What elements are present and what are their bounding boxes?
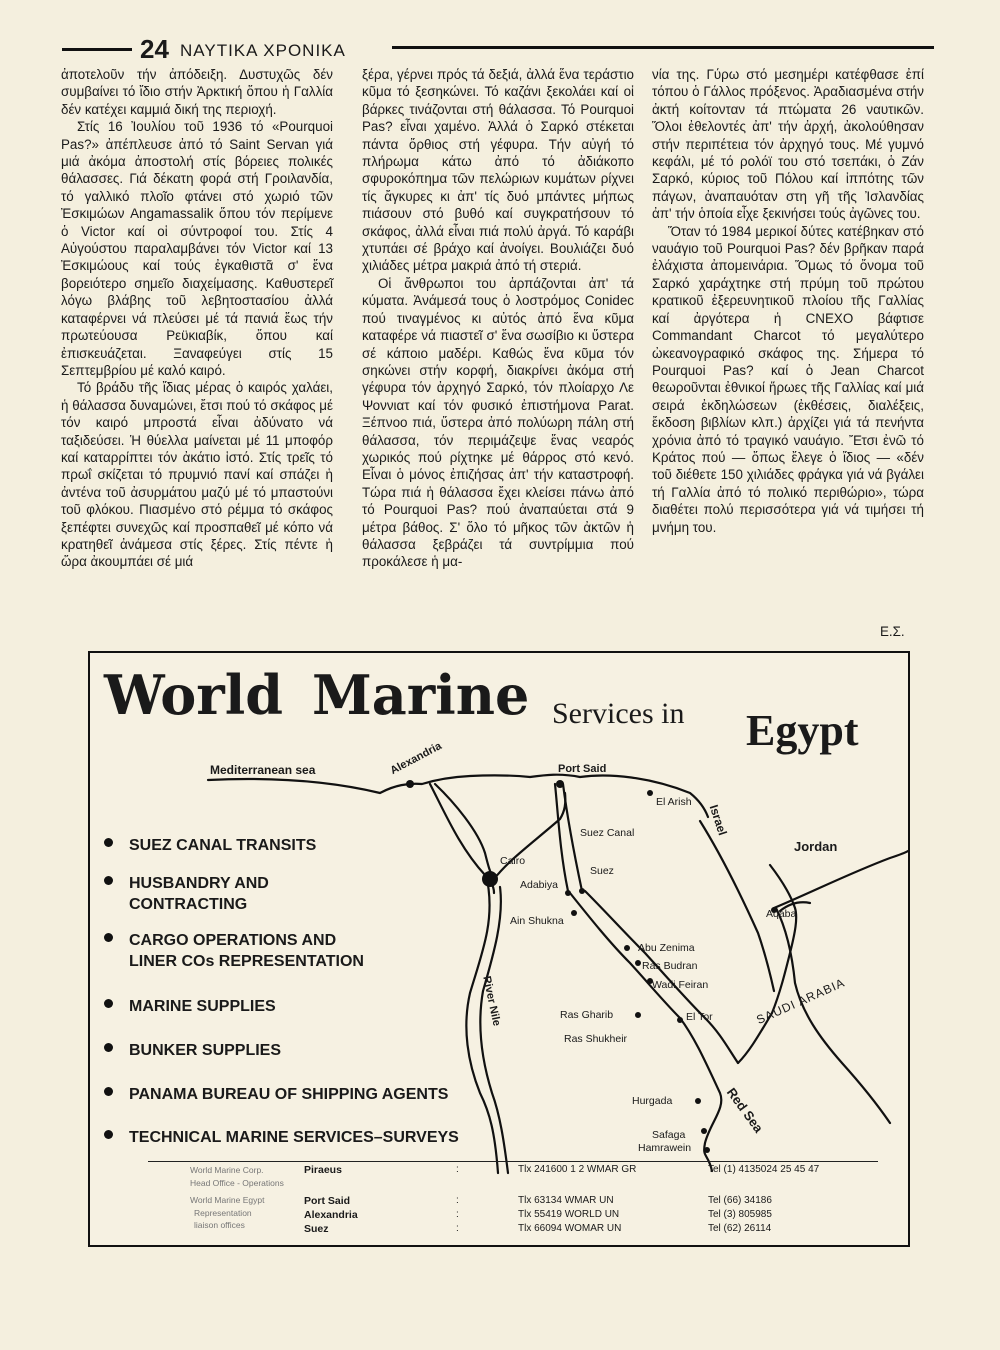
map-label-jordan: Jordan <box>794 839 838 854</box>
paragraph: Τό βράδυ τῆς ἴδιας μέρας ὁ καιρός χαλάει, ἡ θάλασσα δυναμώνει, ἔτσι πού τό σκάφος μέ τόν καιρό μπροστά εἶναι ἀδύνατο νά ταξιδεύσει. Ἡ θύελλα μαίνεται μέ 11 μποφόρ καί καταρρίπτει τόν ἀκάτιο ἱστό. Στίς τρεῖς τό πρωΐ σκίζεται τό πρυμνιό πανί καί σπάζει ἡ ἀντένα τοῦ ἀσυρμάτου μαζύ μέ τό μπαστούνι τοῦ φλόκου. Πιασμένο στό ρέμμα τό σκάφος ξεπέφτει συνεχῶς καί προσπαθεῖ μέ κόπο νά κρατηθεῖ ἀνάμεσα στίς ξέρες. Στίς πέντε ἡ ὥρα ἀκουμπάει σέ μιά <box>61 380 333 570</box>
river-nile-west <box>466 885 498 1173</box>
suez-marker <box>579 888 585 894</box>
bullet-icon <box>104 838 113 847</box>
page-number: 24 <box>140 34 169 64</box>
service-item: CARGO OPERATIONS AND LINER COs REPRESENTATION <box>104 930 384 972</box>
abu-zenima-marker <box>624 945 630 951</box>
safaga-marker <box>701 1128 707 1134</box>
bullet-icon <box>104 1087 113 1096</box>
map-label-safaga: Safaga <box>652 1129 686 1141</box>
magazine-title: ΝΑΥΤΙΚΑ ΧΡΟΝΙΚΑ <box>180 41 346 60</box>
office-tel: Tel (66) 34186 <box>708 1195 772 1206</box>
map-label-hurgada: Hurgada <box>632 1095 673 1107</box>
port-said-marker <box>556 780 564 788</box>
header-rule-right <box>392 46 934 49</box>
hamrawein-marker <box>704 1147 710 1153</box>
paragraph: ξέρα, γέρνει πρός τά δεξιά, ἀλλά ἕνα τεράστιο κῦμα τό ξεσηκώνει. Τό καζάνι ξεκολάει καί οἱ βάρκες τινάζονται στή θάλασσα. Τό Pourquoi Pas? εἶναι χαμένο. Ἀλλά ὁ Σαρκό στέκεται πάντα ὄρθιος στή γέφυρα. Τήν αὐγή τό πλήρωμα κάτω ἀπό τό ἀδιάκοπο σφυροκόπημα τῶν πελώριων κυμάτων ρίχνει τίς ἄγκυρες κι ἀπ' τίς δυό μπάντες μήπως πιάσουν στό βυθό καί συγκρατήσουν τό σκάφος, ἀλλά εἶναι πιά πολύ ἀργά. Τό καράβι χτυπάει σέ βράχο καί ἀνοίγει. Βουλιάζει δυό χιλιάδες μέτρα μακριά ἀπό τή στεριά. <box>362 67 634 274</box>
bullet-icon <box>104 876 113 885</box>
map-label-abu-zenima: Abu Zenima <box>638 942 695 954</box>
jordan-saudi-border <box>774 851 908 908</box>
service-item: MARINE SUPPLIES <box>104 996 276 1017</box>
author-signature: Ε.Σ. <box>880 624 905 639</box>
article-column-1 <box>61 66 333 571</box>
office-telex: Tlx 55419 WORLD UN <box>518 1209 620 1220</box>
map-label-suez: Suez <box>590 865 614 877</box>
office-city: Piraeus <box>304 1164 342 1176</box>
ad-title-world: World <box>104 663 283 727</box>
paragraph: Ὅταν τό 1984 μερικοί δύτες κατέβηκαν στό ναυάγιο τοῦ Pourquoi Pas? δέν βρῆκαν παρά ἐλάχιστα ἀπομεινάρια. Ὅμως τό ὄνομα τοῦ Σαρκό χαράχτηκε στή πρύμη τοῦ πρώτου κρατικοῦ ἐξερευνητικοῦ πλοίου τῆς Γαλλίας καί ἀργότερα ἡ CNEXO βάφτισε Commandant Charcot τό μεγαλύτερο ὠκεανογραφικό σκάφος της. Σήμερα τό Pourquoi Pas? καί ὁ Jean Charcot θεωροῦνται ἐθνικοί ἥρωες τῆς Γαλλίας καί μιά σειρά ἐκδηλώσεων (ἐκθέσεις, διαλέξεις, ἔκδοση βιβλίων κλπ.) ἀρχίζει γιά τά πενήντα χρόνια ἀπό τό τραγικό ναυάγιο. Ἔτσι ἐνῶ τό Κράτος πού — ὅπως ἔλεγε ὁ ἴδιος — «δέν τοῦ διέθετε 150 χιλιάδες φράγκα γιά νά βγάλει τή Γαλλία ἀπό τό πολικό περιθώριο», τώρα διαθέτει πολύ περισσότερα γιά νά τιμήσει τή μνήμη του. <box>652 223 924 535</box>
office-tel: Tel (3) 805985 <box>708 1209 772 1220</box>
ad-title-services: Services in <box>552 697 685 730</box>
header-rule-left <box>62 48 132 51</box>
paragraph: ἀποτελοῦν τήν ἀπόδειξη. Δυστυχῶς δέν συμβαίνει τό ἴδιο στήν Ἀρκτική ὅπου ἡ Γαλλία δέν κατέχει καμμιά δική της περιοχή. <box>61 67 333 117</box>
office-telex: Tlx 241600 1 2 WMAR GR <box>518 1164 637 1175</box>
map-label-cairo: Cairo <box>500 855 526 867</box>
river-nile-east <box>480 887 508 1173</box>
adabiya-marker <box>565 890 571 896</box>
ad-title-marine: Marine <box>312 663 530 727</box>
map-label-suez-canal: Suez Canal <box>580 827 635 839</box>
map-label-mediterranean: Mediterranean sea <box>210 763 316 777</box>
map-label-adabiya: Adabiya <box>520 879 558 891</box>
corp-name-1: World Marine Corp. <box>190 1165 264 1175</box>
bullet-icon <box>104 1130 113 1139</box>
office-telex: Tlx 66094 WOMAR UN <box>518 1223 622 1234</box>
office-tel: Tel (1) 4135024 25 45 47 <box>708 1164 820 1175</box>
hurgada-marker <box>695 1098 701 1104</box>
bullet-icon <box>104 1043 113 1052</box>
map-label-red-sea: Red Sea <box>723 1085 767 1136</box>
office-city: Alexandria <box>304 1209 358 1221</box>
el-arish-marker <box>647 790 653 796</box>
ain-shukna-marker <box>571 910 577 916</box>
service-item: PANAMA BUREAU OF SHIPPING AGENTS <box>104 1084 448 1105</box>
bullet-icon <box>104 999 113 1008</box>
corp-sub-1: Head Office - Operations <box>190 1178 284 1188</box>
corp-sub-2a: Representation <box>194 1208 252 1218</box>
map-label-ain-shukna: Ain Shukna <box>510 915 564 927</box>
map-label-port-said: Port Said <box>558 763 607 775</box>
bullet-icon <box>104 933 113 942</box>
nile-delta-east <box>435 784 494 879</box>
service-item: BUNKER SUPPLIES <box>104 1040 281 1061</box>
map-label-river-nile: River Nile <box>480 975 503 1028</box>
corp-name-2: World Marine Egypt <box>190 1195 265 1205</box>
alexandria-marker <box>406 780 414 788</box>
map-label-israel: Israel <box>706 803 730 838</box>
map-label-el-arish: El Arish <box>656 796 692 808</box>
world-marine-advertisement <box>88 651 910 1247</box>
cairo-marker <box>482 871 498 887</box>
ras-budran-marker <box>635 960 641 966</box>
paragraph: Οἱ ἄνθρωποι του ἁρπάζονται ἀπ' τά κύματα. Ἀνάμεσά τους ὁ λοστρόμος Conidec πού τιναγμένος κι αὐτός ἀπό ἕνα κῦμα καταφέρε νά πιαστεῖ σ' ἕνα σωσίβιο κι ὕστερα σέ κάποιο μαδέρι. Καθώς ἕνα κῦμα τόν σηκώνει στήν κορφή, διακρίνει ἀκόμα στή γέφυρα τόν ἀρχηγό Σαρκό, τόν πλοίαρχο Λε Ψοννιατ καί τόν φυσικό ἐπιστήμονα Parat. Ξέπνοο πιά, ὕστερα ἀπό πολύωρη πάλη στή θάλασσα, τόν περιμάζεψε ἕνας νεαρός χωρικός πού ρίχτηκε μέ θάρρος στό κενό. Εἶναι ὁ μόνος ἐπιζήσας ἀπ' τήν καταστροφή. Τώρα πιά ἡ θάλασσα ἔχει κλείσει πάνω ἀπό τό Pourquoi Pas? πού ἀναπαύεται στά 9 μέτρα βάθος. Σ' ὅλο τό μῆκος τῶν ἀκτῶν ἡ θάλασσα ξεβράζει τά συντρίμμια πού προκάλεσε ἡ μα- <box>362 275 634 570</box>
mediterranean-coastline <box>208 775 708 817</box>
map-label-aqaba: Aqaba <box>766 908 797 920</box>
map-label-ras-gharib: Ras Gharib <box>560 1009 614 1021</box>
office-telex: Tlx 63134 WMAR UN <box>518 1195 614 1206</box>
article-column-2 <box>362 66 634 571</box>
el-tor-marker <box>677 1017 683 1023</box>
service-item: TECHNICAL MARINE SERVICES–SURVEYS <box>104 1127 459 1148</box>
paragraph: νία της. Γύρω στό μεσημέρι κατέφθασε ἐπί τόπου ὁ Γάλλος πρόξενος. Ἀραδιασμένα στήν ἀκτή κοίτονταν τά πτώματα 26 ναυτικῶν. Ὅλοι ἐθελοντές ἀπ' τήν ἀρχή, ἀκολούθησαν στήν περιπέτεια τόν ἀρχηγό τους. Μέ γυμνό κεφάλι, μέ τό ρολόϊ του στό τσεπάκι, ὁ Ζάν Σαρκό, κύριος τοῦ Πόλου καί ἱππότης τῶν πάγων, ἀναπαυόταν στη γῆ τῆς Ἰσλανδίας ἀπ' τήν ὁποία εἶχε ξεκινήσει τούς ἀγῶνες του. <box>652 67 924 222</box>
office-tel: Tel (62) 26114 <box>708 1223 772 1234</box>
corp-sub-2b: liaison offices <box>194 1220 245 1230</box>
ras-gharib-marker <box>635 1012 641 1018</box>
gulf-of-suez-west-coast <box>570 893 721 1171</box>
map-label-ras-budran: Ras Budran <box>642 960 698 972</box>
office-city: Port Said <box>304 1195 351 1207</box>
map-label-el-tor: El Tor <box>686 1011 713 1023</box>
map-label-hamrawein: Hamrawein <box>638 1142 692 1154</box>
office-city: Suez <box>304 1223 329 1235</box>
israel-border <box>700 821 774 991</box>
ad-contact-footer: World Marine Corp. Head Office - Operations World Marine Egypt Representation liaison offices Piraeus : Tlx 241600 1 2 WMAR GR Tel (1) 4135024 25 45 47 Port Said : Tlx 63134 WMAR UN Tel (66) 34186 Alexandria : Tlx 55419 WORLD UN Tel (3) 805985 Suez : Tlx 66094 WOMAR UN Tel (62) 26114 <box>148 1161 878 1242</box>
map-label-ras-shukheir: Ras Shukheir <box>564 1033 628 1045</box>
map-label-alexandria: Alexandria <box>388 739 444 777</box>
page-header <box>62 34 934 68</box>
service-item: HUSBANDRY AND CONTRACTING <box>104 873 304 915</box>
service-item: SUEZ CANAL TRANSITS <box>104 835 316 856</box>
map-label-saudi-arabia: SAUDI ARABIA <box>754 975 848 1027</box>
ad-title-egypt: Egypt <box>746 706 859 755</box>
paragraph: Στίς 16 Ἰουλίου τοῦ 1936 τό «Pourquoi Pas?» ἀπέπλευσε ἀπό τό Saint Servan γιά μιά ἀκόμα ἀποστολή στίς βόρειες πολικές θάλασσες. Γιά δέκατη φορά στή Γροιλανδία, τό γαλλικό πλοῖο φτάνει στό χωριό τῶν Ἐσκιμώων Angamassalik ὅπου τόν περίμενε ὁ Victor καί οἱ σύντροφοί του. Στίς 4 Αὐγούστου παραλαμβάνει τόν Victor καί 13 Ἐσκιμώους καί τούς ἐγκαθιστᾶ σ' ἕνα βορειότερο σημεῖο διαχείμασης. Καθυστερεῖ λόγω βλάβης τοῦ λεβητοστασίου ἀλλά καταφέρνει νά πλεύσει μέ τά πανιά ἕως τήν πρωτεύουσα Ρεϋκιαβίκ, ὅπου καί ἐπισκευάζεται. Ξαναφεύγει στίς 15 Σεπτεμβρίου μέ καλό καιρό. <box>61 119 333 378</box>
map-label-wadi-feiran: Wadi Feiran <box>652 979 709 991</box>
article-column-3 <box>652 66 924 536</box>
